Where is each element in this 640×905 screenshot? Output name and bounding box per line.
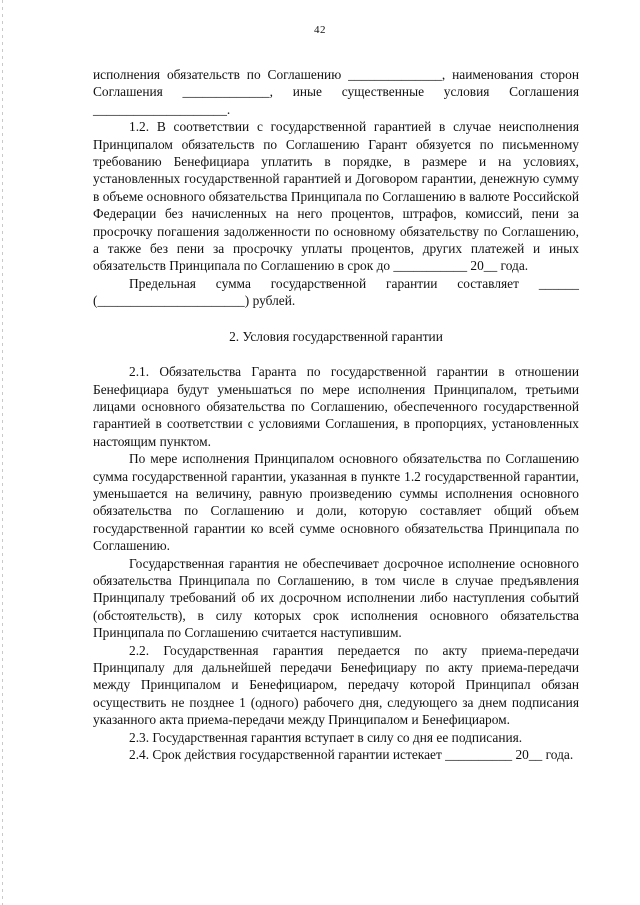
paragraph-reduction: По мере исполнения Принципалом основного обязательства по Соглашению сумма государственной гарантии, указанная в пункте 1.2 государственной гарантии, уменьшается на величину, равную произведению суммы исполнения основного обязательства по Соглашению и доли, которую составляет общий объем государственной гарантии ко всей сумме основного обязательства Принципала по Соглашению. [93, 451, 579, 554]
paragraph-max-amount: Предельная сумма государственной гарантии составляет ______ (______________________) рублей. [93, 275, 579, 309]
section-heading: 2. Условия государственной гарантии [229, 328, 443, 344]
paragraph-2-4: 2.4. Срок действия государственной гарантии истекает __________ 20__ года. [129, 747, 574, 763]
paragraph-2-2: 2.2. Государственная гарантия передается по акту приема-передачи Принципалу для дальнейшей передачи Бенефициару по акту приема-передачи между Принципалом и Бенефициаром, передачу которой Принципал обязан осуществить не позднее 1 (одного) рабочего дня, следующего за днем подписания указанного акта приема-передачи между Принципалом и Бенефициаром. [93, 642, 579, 728]
paragraph-early-performance: Государственная гарантия не обеспечивает досрочное исполнение основного обязательства Принципала по Соглашению, в том числе в случае предъявления Принципалу требований об их досрочном исполнении либо наступления событий (обстоятельств), в силу которых срок исполнения основного обязательства Принципала по Соглашению считается наступившим. [93, 555, 579, 641]
paragraph-2-1: 2.1. Обязательства Гаранта по государственной гарантии в отношении Бенефициара будут уменьшаться по мере исполнения Принципалом, третьими лицами основного обязательства по Соглашению, обеспеченного государственной гарантией в соответствии с условиями Соглашения, в пропорциях, установленных настоящим пунктом. [93, 364, 579, 449]
paragraph-2-3: 2.3. Государственная гарантия вступает в силу со дня ее подписания. [129, 729, 523, 745]
document-body [93, 66, 579, 763]
page-number: 42 [314, 24, 326, 36]
scan-edge-mark [2, 0, 3, 905]
paragraph-1-2: 1.2. В соответствии с государственной гарантией в случае неисполнения Принципалом обязательств по Соглашению Гарант обязуется по письменному требованию Бенефициара уплатить в порядке, в размере и на условиях, установленных государственной гарантией и Договором гарантии, денежную сумму в объеме основного обязательства Принципала по Соглашению в валюте Российской Федерации без начисленных на него процентов, штрафов, комиссий, пени за просрочку погашения задолженности по основному обязательству по Соглашению, а также без пени за просрочку уплаты процентов, других платежей и иных обязательств Принципала по Соглашению в срок до ___________ 20__ года. [93, 119, 579, 274]
paragraph-continuation: исполнения обязательств по Соглашению ______________, наименования сторон Соглашения _____________, иные существенные условия Соглашения ____________________. [93, 67, 579, 117]
